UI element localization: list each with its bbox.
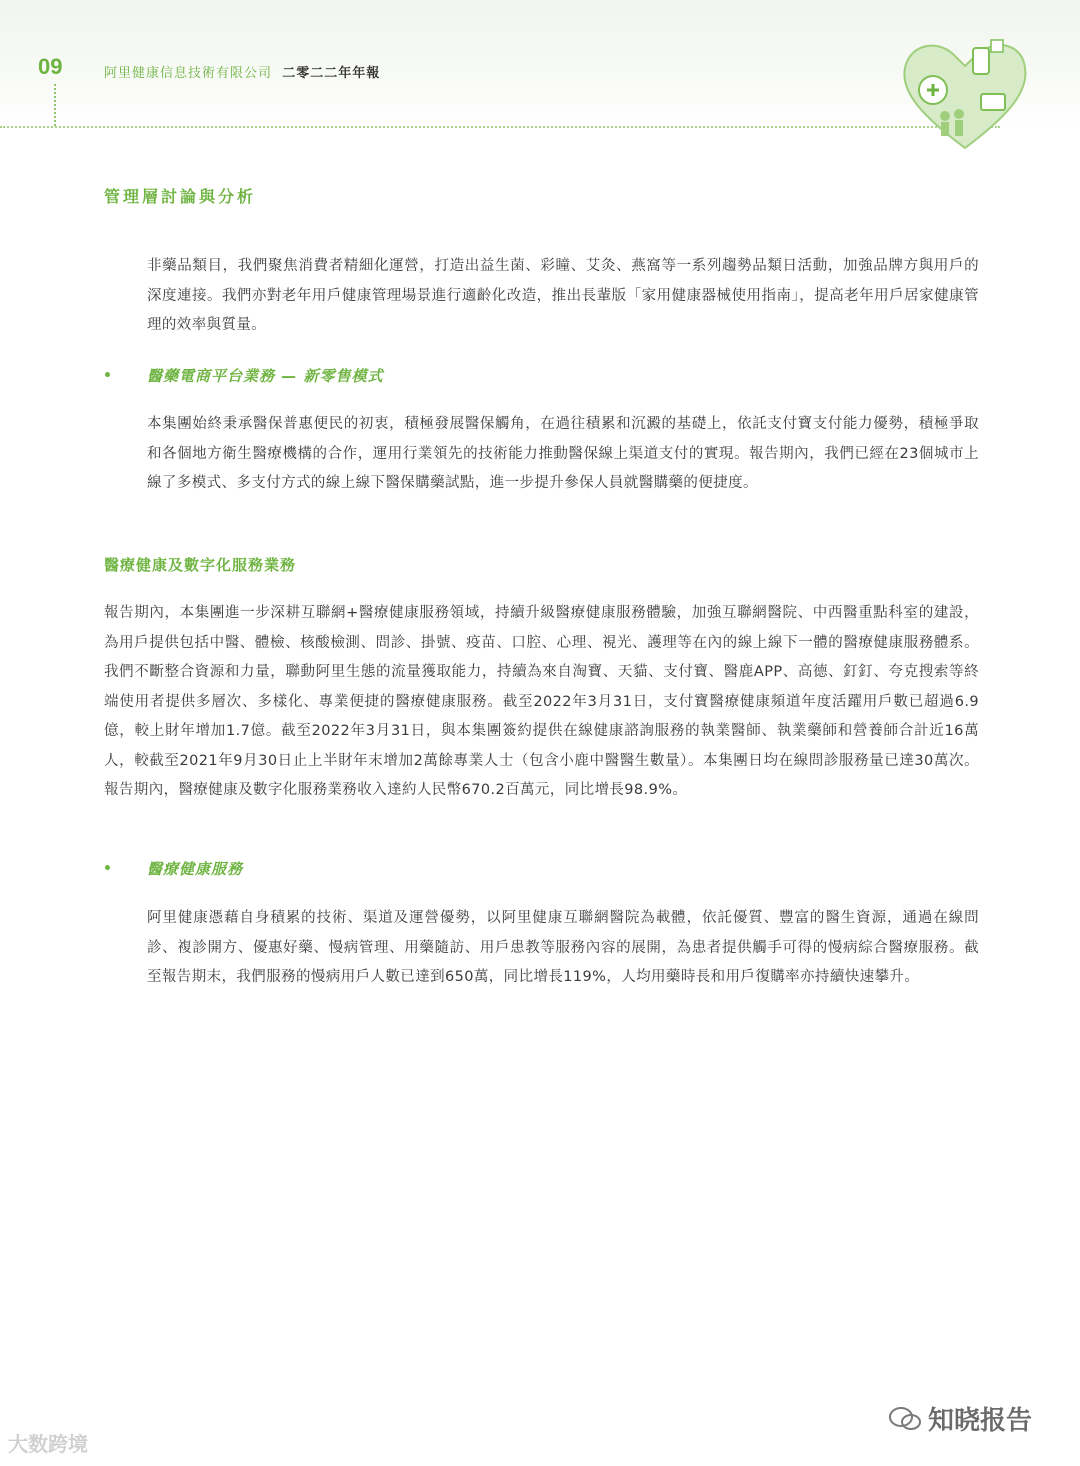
- report-year: 二零二二年年報: [282, 66, 381, 81]
- watermark-right: [888, 1400, 1032, 1437]
- page-number: 09: [38, 54, 63, 79]
- watermark-right-text: 知晓报告: [928, 1406, 1033, 1436]
- dotted-divider-vertical: [54, 84, 56, 126]
- bullet-title-ecommerce: 醫藥電商平台業務 — 新零售模式: [147, 367, 384, 385]
- company-name: 阿里健康信息技術有限公司: [104, 66, 273, 81]
- dotted-divider-horizontal: [0, 126, 1000, 128]
- bullet-title-health-services: 醫療健康服務: [147, 860, 244, 878]
- paragraph-healthcare-digital: 報告期內，本集團進一步深耕互聯網+醫療健康服務領域，持續升級醫療健康服務體驗，加強互聯網醫院、中西醫重點科室的建設，為用戶提供包括中醫、體檢、核酸檢測、問診、掛號、疫苗、口腔、心理、視光、護理等在內的線上線下一體的醫療健康服務體系。我們不斷整合資源和力量，聯動阿里生態的流量獲取能力，持續為來自淘寶、天貓、支付寶、醫鹿APP、高德、釘釘、夸克搜索等終端使用者提供多層次、多樣化、專業便捷的醫療健康服務。截至2022年3月31日，支付寶醫療健康頻道年度活躍用戶數已超過6.9億，較上財年增加1.7億。截至2022年3月31日，與本集團簽約提供在線健康諮詢服務的執業醫師、執業藥師和營養師合計近16萬人，較截至2021年9月30日止上半財年末增加2萬餘專業人士（包含小鹿中醫醫生數量）。本集團日均在線問診服務量已達30萬次。報告期內，醫療健康及數字化服務業務收入達約人民幣670.2百萬元，同比增長98.9%。: [104, 605, 979, 798]
- subsection-title-healthcare: 醫療健康及數字化服務業務: [104, 556, 297, 574]
- wechat-icon: [888, 1405, 922, 1433]
- bullet-marker: •: [103, 368, 112, 384]
- paragraph-chronic-care: 阿里健康憑藉自身積累的技術、渠道及運營優勢，以阿里健康互聯網醫院為載體，依託優質、豐富的醫生資源，通過在線問診、複診開方、優惠好藥、慢病管理、用藥隨訪、用戶患教等服務內容的展開，為患者提供觸手可得的慢病綜合醫療服務。截至報告期末，我們服務的慢病用戶人數已達到650萬，同比增長119%，人均用藥時長和用戶復購率亦持續快速攀升。: [147, 910, 979, 985]
- heart-health-illustration: [895, 18, 1035, 158]
- bullet-marker: •: [103, 861, 112, 877]
- paragraph-non-drug: 非藥品類目，我們聚焦消費者精細化運營，打造出益生菌、彩瞳、艾灸、燕窩等一系列趨勢品類日活動，加強品牌方與用戶的深度連接。我們亦對老年用戶健康管理場景進行適齡化改造，推出長輩版「家用健康器械使用指南」，提高老年用戶居家健康管理的效率與質量。: [147, 258, 979, 333]
- report-header: [104, 62, 380, 81]
- section-title: 管理層討論與分析: [104, 187, 257, 206]
- paragraph-medical-insurance: 本集團始終秉承醫保普惠便民的初衷，積極發展醫保觸角，在過往積累和沉澱的基礎上，依託支付寶支付能力優勢，積極爭取和各個地方衛生醫療機構的合作，運用行業領先的技術能力推動醫保線上渠道支付的實現。報告期內，我們已經在23個城市上線了多模式、多支付方式的線上線下醫保購藥試點，進一步提升參保人員就醫購藥的便捷度。: [147, 416, 979, 491]
- watermark-left: 大数跨境: [8, 1432, 88, 1456]
